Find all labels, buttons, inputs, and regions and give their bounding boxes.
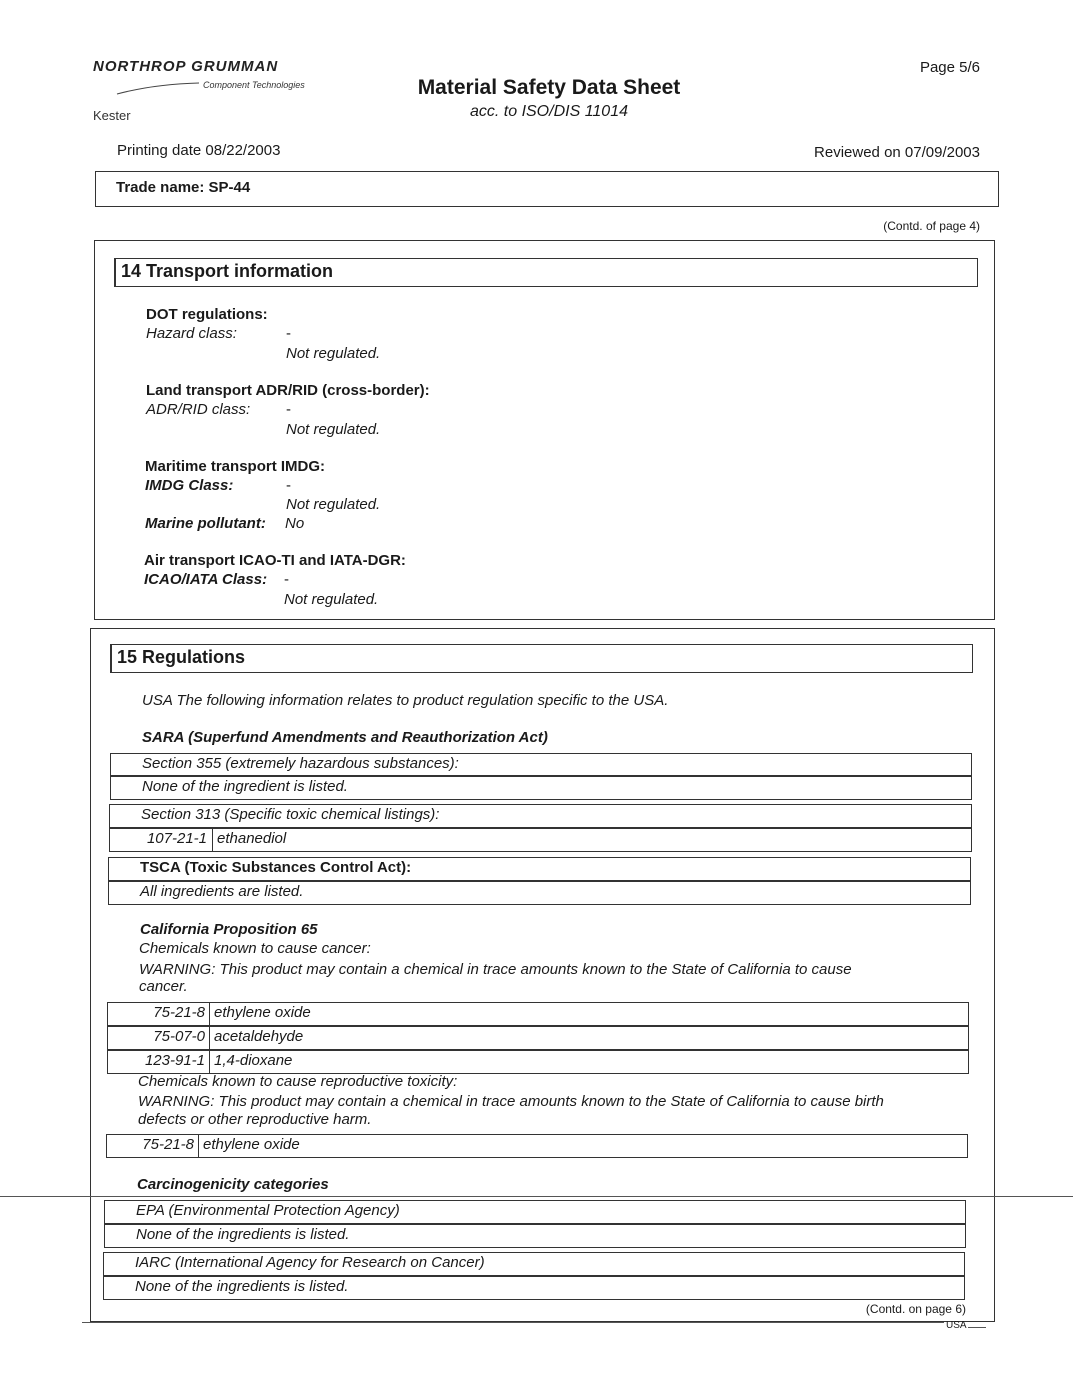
section-15-title: 15 Regulations [117, 647, 246, 667]
scan-line [0, 1196, 1073, 1197]
company-name: Kester [93, 108, 131, 123]
table-row [109, 828, 972, 852]
land-note: Not regulated. [286, 421, 381, 438]
iarc-row [103, 1252, 965, 1276]
tsca-value: All ingredients are listed. [140, 883, 304, 900]
dot-heading: DOT regulations: [146, 306, 268, 323]
continued-from: (Contd. of page 4) [883, 219, 980, 233]
trade-name-box [95, 171, 999, 207]
land-heading: Land transport ADR/RID (cross-border): [146, 382, 430, 399]
land-class-label: ADR/RID class: [146, 401, 251, 418]
carcinogenicity-heading: Carcinogenicity categories [137, 1176, 329, 1193]
section-15-header [110, 644, 973, 673]
air-heading: Air transport ICAO-TI and IATA-DGR: [144, 552, 406, 569]
icao-class-label: ICAO/IATA Class: [144, 571, 268, 588]
cell-divider [198, 1135, 199, 1157]
footer-rule [82, 1322, 944, 1323]
section-14-header [114, 258, 978, 287]
iarc-label: IARC (International Agency for Research on Cancer) [135, 1254, 485, 1271]
section-313-row [109, 804, 972, 828]
continued-on: (Contd. on page 6) [865, 1302, 966, 1316]
section-355-label: Section 355 (extremely hazardous substances): [142, 755, 459, 772]
imdg-class-label: IMDG Class: [145, 477, 234, 494]
cell-divider [209, 1027, 210, 1049]
cell-divider [212, 829, 213, 851]
cas-number: 107-21-1 [146, 830, 207, 847]
printing-date: Printing date 08/22/2003 [117, 142, 281, 159]
cas-number: 123-91-1 [144, 1052, 205, 1069]
dot-hazard-value: - [286, 325, 291, 342]
repro-label: Chemicals known to cause reproductive toxicity: [138, 1073, 458, 1090]
table-row [106, 1134, 968, 1158]
cancer-warning-line-1: WARNING: This product may contain a chemical in trace amounts known to the State of California to cause [139, 961, 852, 978]
tsca-row [108, 857, 971, 881]
air-note: Not regulated. [284, 591, 379, 608]
table-row [107, 1002, 969, 1026]
cell-divider [209, 1051, 210, 1073]
tsca-value-row [108, 881, 971, 905]
cas-number: 75-21-8 [142, 1136, 194, 1153]
chemical-name: 1,4-dioxane [214, 1052, 293, 1069]
table-row [107, 1050, 969, 1074]
dot-note: Not regulated. [286, 345, 381, 362]
tsca-label: TSCA (Toxic Substances Control Act): [140, 859, 412, 876]
section-14-title: 14 Transport information [121, 261, 334, 281]
epa-label: EPA (Environmental Protection Agency) [136, 1202, 400, 1219]
region-label: USA [946, 1320, 967, 1331]
marine-pollutant-value: No [285, 515, 305, 532]
section-355-value: None of the ingredient is listed. [142, 778, 348, 795]
epa-row [104, 1200, 966, 1224]
land-class-value: - [286, 401, 291, 418]
imdg-note: Not regulated. [286, 496, 381, 513]
section-313-label: Section 313 (Specific toxic chemical listings): [141, 806, 440, 823]
cancer-warning-line-2: cancer. [139, 978, 188, 995]
epa-value-row [104, 1224, 966, 1248]
document-title: Material Safety Data Sheet [417, 76, 681, 99]
repro-warning-line-2: defects or other reproductive harm. [138, 1111, 372, 1128]
marine-pollutant-label: Marine pollutant: [145, 515, 266, 532]
cancer-label: Chemicals known to cause cancer: [139, 940, 371, 957]
footer-rule-end [968, 1327, 986, 1328]
repro-warning-line-1: WARNING: This product may contain a chemical in trace amounts known to the State of California to cause birth [138, 1093, 884, 1110]
reviewed-date: Reviewed on 07/09/2003 [814, 144, 980, 161]
iarc-value-row [103, 1276, 965, 1300]
iarc-value: None of the ingredients is listed. [135, 1278, 349, 1295]
chemical-name: ethanediol [217, 830, 287, 847]
trade-name: Trade name: SP-44 [116, 179, 251, 196]
table-row [107, 1026, 969, 1050]
cell-divider [209, 1003, 210, 1025]
section-355-row [110, 753, 972, 776]
page-number: Page 5/6 [919, 59, 980, 76]
epa-value: None of the ingredients is listed. [136, 1226, 350, 1243]
company-logo-text: NORTHROP GRUMMAN [93, 58, 279, 75]
section-355-value-row [110, 776, 972, 800]
company-logo-subtitle: Component Technologies [203, 80, 305, 90]
chemical-name: acetaldehyde [214, 1028, 304, 1045]
dot-hazard-label: Hazard class: [146, 325, 237, 342]
sara-heading: SARA (Superfund Amendments and Reauthorization Act) [142, 729, 548, 746]
chemical-name: ethylene oxide [214, 1004, 311, 1021]
cas-number: 75-07-0 [153, 1028, 205, 1045]
cas-number: 75-21-8 [153, 1004, 205, 1021]
usa-intro: USA The following information relates to product regulation specific to the USA. [142, 692, 669, 709]
chemical-name: ethylene oxide [203, 1136, 300, 1153]
icao-class-value: - [284, 571, 289, 588]
imdg-class-value: - [286, 477, 291, 494]
prop65-heading: California Proposition 65 [140, 921, 318, 938]
document-subtitle: acc. to ISO/DIS 11014 [469, 103, 628, 120]
maritime-heading: Maritime transport IMDG: [145, 458, 326, 475]
